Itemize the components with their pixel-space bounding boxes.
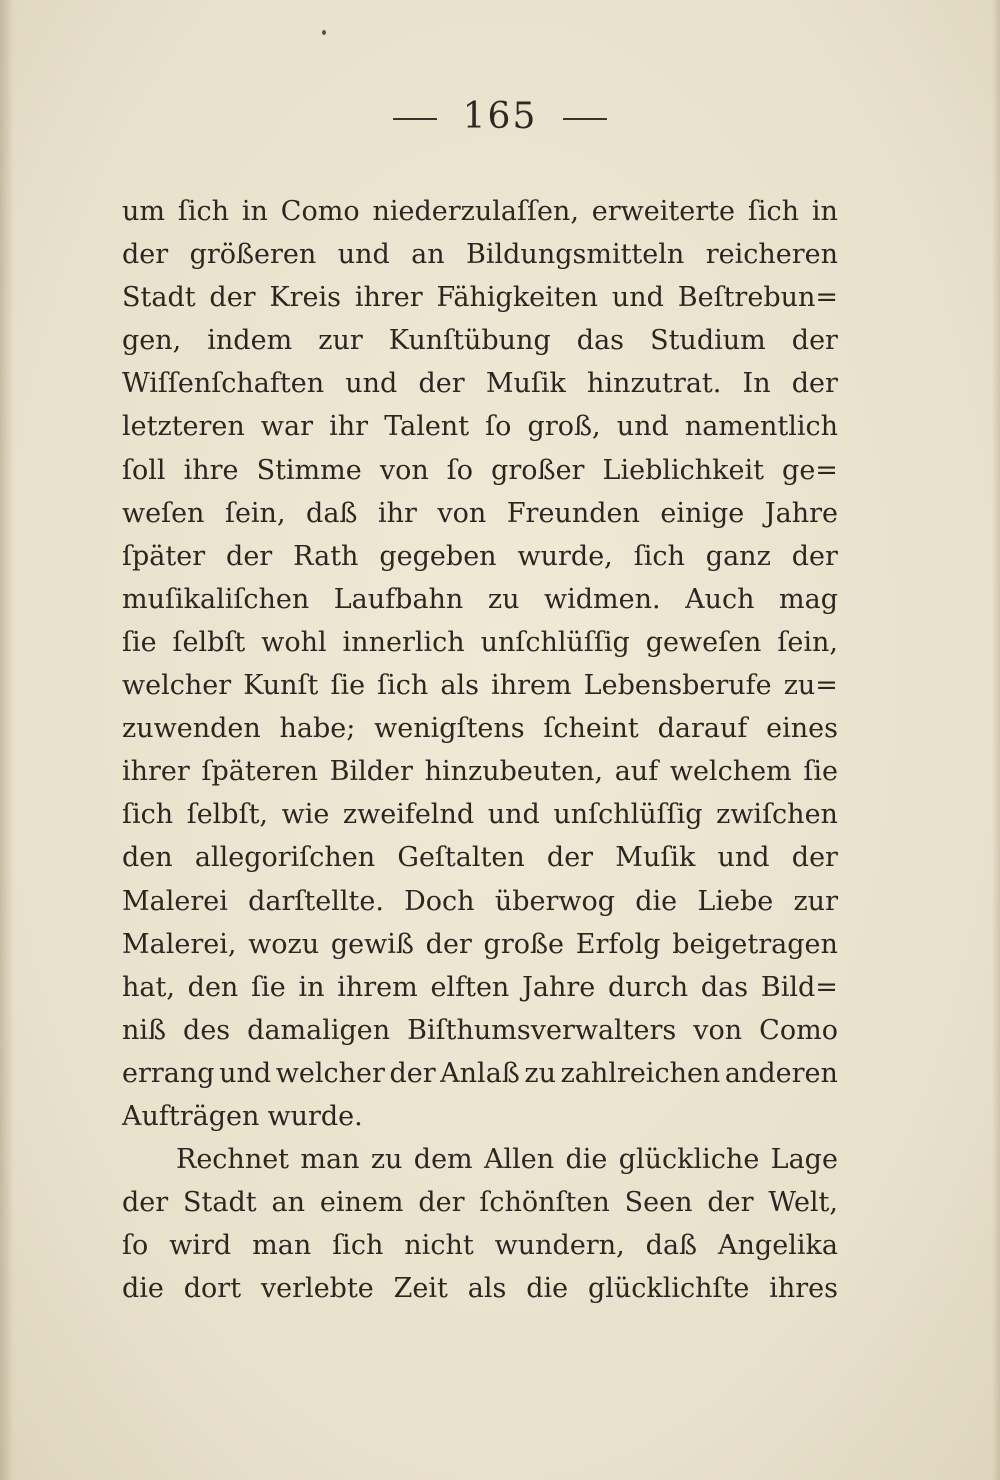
word: In: [742, 368, 771, 400]
word: und: [219, 1057, 272, 1089]
word: Rechnet: [176, 1144, 290, 1176]
word: verlebte: [260, 1273, 374, 1305]
word: ſich: [633, 540, 685, 572]
word: ihrer: [122, 756, 190, 788]
word: großer: [491, 454, 585, 486]
word: Talent: [384, 411, 470, 443]
ink-speck: [322, 30, 326, 35]
word: und: [616, 411, 669, 443]
word: Lage: [770, 1144, 838, 1176]
word: die: [526, 1273, 569, 1305]
word: daß: [306, 497, 358, 529]
word: Stadt: [122, 282, 196, 314]
word: den: [187, 971, 239, 1003]
word: der: [122, 1187, 169, 1219]
word: gegeben: [379, 540, 497, 572]
word: von: [693, 1014, 743, 1046]
word: geweſen: [645, 626, 762, 658]
text-line: [122, 1095, 838, 1138]
text-line: [122, 1052, 838, 1095]
word: wozu: [248, 928, 320, 960]
word: ſelbſt: [172, 626, 246, 658]
word: Laufbahn: [333, 583, 464, 615]
word: ganz: [705, 540, 771, 572]
word: wie: [281, 799, 330, 831]
word: der: [791, 368, 838, 400]
word: der: [418, 368, 465, 400]
word: namentlich: [684, 411, 838, 443]
word: große: [483, 928, 565, 960]
word: der: [546, 842, 594, 874]
word: wundern,: [494, 1230, 625, 1262]
word: gewiß: [330, 928, 414, 960]
word: ſpäteren: [201, 756, 318, 788]
word: Kreis: [269, 282, 341, 314]
word: widmen.: [543, 583, 661, 615]
word: Jahre: [764, 497, 838, 529]
word: man: [252, 1230, 312, 1262]
word: und: [487, 799, 540, 831]
text-line: [122, 535, 838, 578]
word: anderen: [724, 1057, 838, 1089]
word: das: [700, 971, 749, 1003]
word: ſo: [446, 454, 474, 486]
word: einige: [660, 497, 745, 529]
word: ihrem: [337, 971, 418, 1003]
header-dash-right: [563, 118, 607, 120]
word: in: [811, 196, 838, 227]
word: und: [611, 282, 664, 314]
word: dort: [183, 1273, 242, 1305]
word: Kunſtübung: [388, 325, 551, 357]
word: gen,: [122, 325, 182, 357]
text-line: [122, 276, 838, 319]
text-line: [122, 707, 838, 750]
word: ſelbſt,: [186, 799, 269, 831]
word: Auch: [685, 583, 755, 615]
word: Jahre: [522, 971, 596, 1003]
word: Fähigkeiten: [436, 282, 599, 314]
text-line: [122, 449, 838, 492]
word: Malerei,: [122, 928, 237, 960]
word: wurde.: [267, 1100, 363, 1132]
word: den: [122, 842, 173, 874]
word: unſchlüſſig: [480, 626, 630, 658]
word: Stimme: [256, 454, 362, 486]
page-edge-shadow-right: [992, 0, 1000, 1480]
word: darauf: [657, 713, 748, 745]
word: beigetragen: [672, 928, 838, 960]
word: Rath: [293, 540, 359, 572]
word: allegoriſchen: [194, 842, 376, 874]
word: ſo: [485, 411, 512, 443]
text-line: [122, 621, 838, 664]
word: reicheren: [705, 239, 838, 271]
header-dash-left: [393, 118, 437, 120]
word: als: [467, 1273, 507, 1305]
word: ihr: [329, 411, 369, 443]
word: Stadt: [183, 1187, 257, 1219]
word: niederzulaſſen,: [372, 196, 579, 227]
text-line: [122, 880, 838, 923]
word: groß,: [527, 411, 601, 443]
word: wohl: [261, 626, 327, 658]
word: ihres: [769, 1273, 838, 1305]
text-line: [122, 793, 838, 836]
word: welchem: [669, 756, 792, 788]
word: dem: [413, 1144, 473, 1176]
word: Seen: [624, 1187, 693, 1219]
word: der: [791, 540, 838, 572]
word: größeren: [189, 239, 317, 271]
word: und: [345, 368, 398, 400]
word: ſich: [747, 196, 799, 227]
word: in: [241, 196, 268, 227]
word: Biſthumsverwalters: [407, 1014, 677, 1046]
word: welcher: [122, 670, 232, 702]
text-line: [122, 492, 838, 535]
body-text: [122, 190, 838, 1310]
word: die: [635, 885, 678, 917]
word: der: [226, 540, 273, 572]
word: die: [565, 1144, 608, 1176]
word: Zeit: [393, 1273, 448, 1305]
word: elften: [430, 971, 510, 1003]
word: ge=: [782, 454, 838, 486]
word: ſich: [377, 670, 429, 702]
word: ſie: [803, 756, 838, 788]
word: der: [418, 1187, 465, 1219]
word: hinzutrat.: [587, 368, 722, 400]
word: das: [576, 325, 625, 357]
word: ſein,: [777, 626, 838, 658]
word: ſo: [122, 1230, 149, 1262]
word: Anlaß: [440, 1057, 520, 1089]
word: Allen: [484, 1144, 555, 1176]
text-line: [122, 362, 838, 405]
word: nicht: [404, 1230, 474, 1262]
word: zuwenden: [122, 713, 261, 745]
word: zu: [524, 1057, 557, 1089]
word: und: [717, 842, 770, 874]
word: ſoll: [122, 454, 166, 486]
word: wenigſtens: [374, 713, 525, 745]
word: ſich: [177, 196, 230, 227]
word: Muſik: [615, 842, 696, 874]
word: niß: [122, 1014, 167, 1046]
word: Liebe: [697, 885, 774, 917]
word: an: [271, 1187, 305, 1219]
word: Bilder: [329, 756, 413, 788]
word: habe;: [279, 713, 356, 745]
word: ſein,: [224, 497, 286, 529]
word: an: [411, 239, 445, 271]
word: zweifelnd: [342, 799, 475, 831]
word: ſie: [122, 626, 157, 658]
word: muſikaliſchen: [122, 583, 310, 615]
word: zahlreichen: [560, 1057, 721, 1089]
word: eines: [766, 713, 838, 745]
word: weſen: [122, 497, 205, 529]
word: zur: [793, 885, 838, 917]
word: die: [122, 1273, 164, 1305]
word: ſpäter: [122, 540, 206, 572]
word: innerlich: [342, 626, 465, 658]
word: indem: [207, 325, 293, 357]
word: Muſik: [485, 368, 566, 400]
word: überwog: [494, 885, 616, 917]
word: darſtellte.: [248, 885, 384, 917]
text-line: [122, 233, 838, 276]
word: Geſtalten: [397, 842, 525, 874]
word: der: [389, 1057, 436, 1089]
word: Kunſt: [243, 670, 319, 702]
word: Freunden: [506, 497, 640, 529]
text-line: [122, 1181, 838, 1224]
text-line: [122, 1138, 838, 1181]
word: und: [337, 239, 390, 271]
text-line: [122, 1224, 838, 1267]
word: erweiterte: [591, 196, 735, 227]
word: daß: [645, 1230, 698, 1262]
word: ſie: [330, 670, 366, 702]
word: ihrer: [354, 282, 423, 314]
word: des: [183, 1014, 231, 1046]
word: hinzubeuten,: [424, 756, 604, 788]
word: Malerei: [122, 885, 228, 917]
word: Erfolg: [575, 928, 661, 960]
word: Studium: [650, 325, 766, 357]
word: der: [209, 282, 256, 314]
text-line: [122, 836, 838, 879]
word: ſich: [122, 799, 174, 831]
word: ihre: [183, 454, 239, 486]
word: Wiſſenſchaften: [122, 368, 325, 400]
word: ſie: [251, 971, 286, 1003]
word: welcher: [275, 1057, 385, 1089]
text-line: [122, 190, 838, 233]
word: mag: [779, 583, 838, 615]
word: von: [379, 454, 429, 486]
text-line: [122, 664, 838, 707]
word: wird: [169, 1230, 232, 1262]
text-line: [122, 405, 838, 448]
word: zur: [318, 325, 363, 357]
word: Lieblichkeit: [602, 454, 764, 486]
page-number: 165: [462, 96, 538, 137]
word: zu: [487, 583, 520, 615]
word: zu: [370, 1144, 403, 1176]
text-line: [122, 578, 838, 621]
word: Angelika: [718, 1230, 838, 1262]
word: Como: [759, 1014, 838, 1046]
word: Aufträgen: [122, 1100, 260, 1132]
text-line: [122, 319, 838, 362]
word: ihr: [377, 497, 417, 529]
word: der: [122, 239, 169, 271]
word: durch: [608, 971, 689, 1003]
word: Como: [280, 196, 360, 227]
word: Bildungsmitteln: [466, 239, 685, 271]
word: von: [437, 497, 487, 529]
page-header: [0, 96, 1000, 137]
word: der: [791, 842, 838, 874]
word: letzteren: [122, 411, 245, 443]
word: Doch: [404, 885, 475, 917]
word: Beſtrebun=: [677, 282, 838, 314]
text-line: [122, 750, 838, 793]
word: damaligen: [247, 1014, 391, 1046]
word: einem: [319, 1187, 404, 1219]
word: wurde,: [517, 540, 613, 572]
text-line: [122, 923, 838, 966]
word: unſchlüſſig: [553, 799, 703, 831]
text-line: [122, 966, 838, 1009]
text-line: [122, 1267, 838, 1310]
word: Bild=: [760, 971, 838, 1003]
word: auf: [614, 756, 659, 788]
word: errang: [122, 1057, 215, 1089]
page-edge-shadow-left: [0, 0, 14, 1480]
word: um: [122, 196, 165, 227]
word: glückliche: [618, 1144, 760, 1176]
word: glücklichſte: [587, 1273, 750, 1305]
word: Lebensberufe: [583, 670, 772, 702]
word: der: [425, 928, 472, 960]
word: Welt,: [768, 1187, 838, 1219]
word: der: [791, 325, 838, 357]
word: ihrem: [491, 670, 572, 702]
word: in: [298, 971, 325, 1003]
word: zwiſchen: [716, 799, 838, 831]
word: als: [440, 670, 479, 702]
word: man: [300, 1144, 360, 1176]
word: ſcheint: [543, 713, 639, 745]
word: ſchönſten: [479, 1187, 610, 1219]
word: ſich: [332, 1230, 384, 1262]
text-line: [122, 1009, 838, 1052]
word: war: [260, 411, 314, 443]
word: zu=: [783, 670, 838, 702]
word: hat,: [122, 971, 175, 1003]
word: der: [707, 1187, 754, 1219]
